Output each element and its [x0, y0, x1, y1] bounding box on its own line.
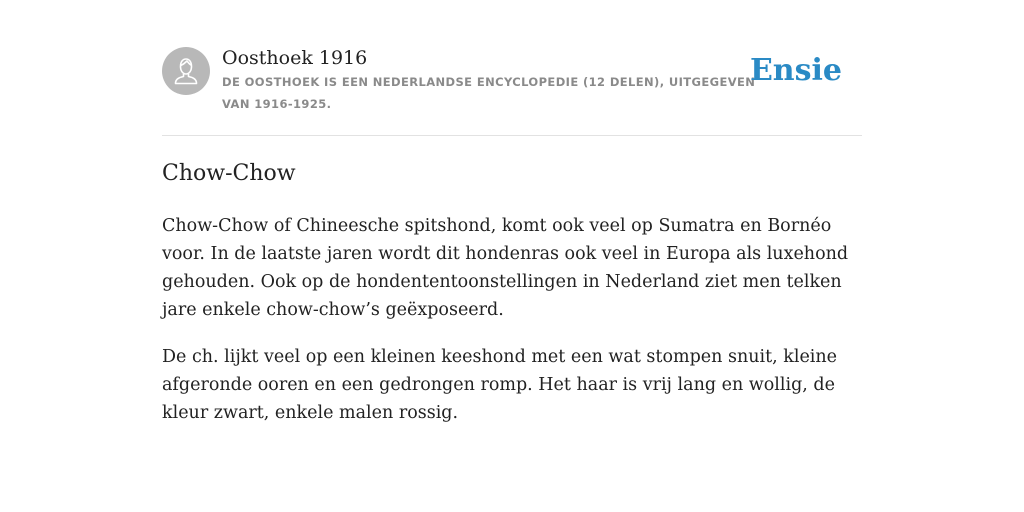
source-description: DE OOSTHOEK IS EEN NEDERLANDSE ENCYCLOPEDIE (12 DELEN), UITGEGEVEN VAN 1916-1925.: [222, 75, 756, 111]
header-divider: [162, 135, 862, 136]
article-paragraph-1: Chow-Chow of Chineesche spitshond, komt ook veel op Sumatra en Bornéo voor. In de laatste jaren wordt dit hondenras ook veel in Europa als luxehond gehouden. Ook op de hondententoonstellingen in Nederland ziet men telken jare enkele chow-chow’s geëxposeerd.: [162, 216, 849, 320]
source-name[interactable]: Oosthoek 1916: [222, 47, 368, 69]
article-paragraph-2: De ch. lijkt veel op een kleinen keeshond met een wat stompen snuit, kleine afgeronde ooren en een gedrongen romp. Het haar is vrij lang en wollig, de kleur zwart, enkele malen rossig.: [162, 347, 838, 423]
source-avatar[interactable]: [162, 47, 210, 95]
user-silhouette-icon: [162, 47, 210, 95]
article-title: Chow-Chow: [162, 161, 296, 186]
ensie-logo[interactable]: Ensie: [749, 53, 842, 88]
source-header: [162, 45, 862, 135]
article-body: [162, 212, 872, 446]
